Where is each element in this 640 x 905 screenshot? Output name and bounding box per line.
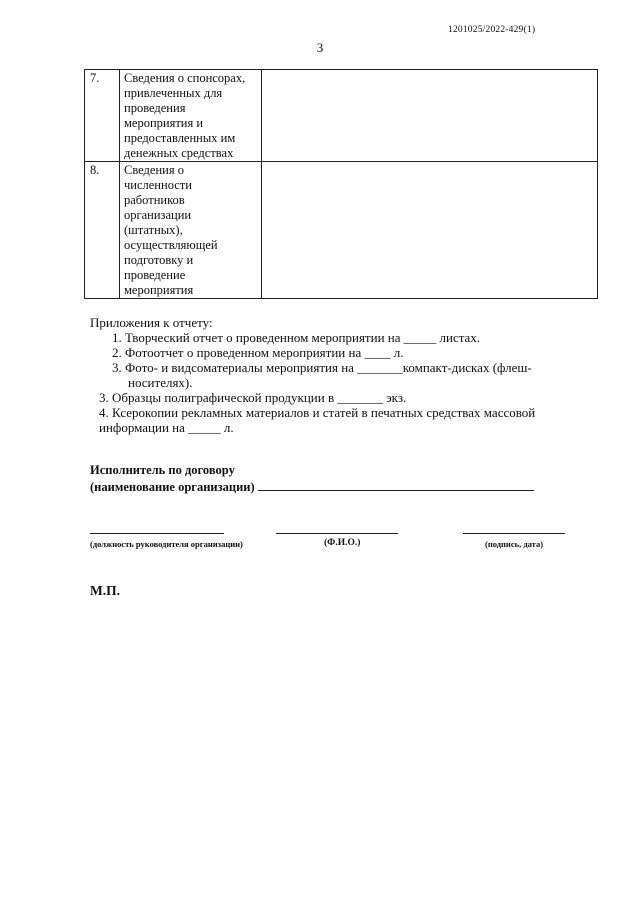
label-line: предоставленных им	[124, 131, 236, 145]
label-line: Сведения о	[124, 163, 184, 177]
label-line: (штатных),	[124, 223, 183, 237]
attachment-item-continuation: информации на _____ л.	[99, 420, 234, 435]
executor-block	[90, 462, 534, 495]
label-line: мероприятия и	[124, 116, 204, 130]
label-line: Сведения о спонсорах,	[124, 71, 246, 85]
executor-label: Исполнитель по договору	[90, 463, 235, 477]
label-line: мероприятия	[124, 283, 194, 297]
row-label	[120, 70, 262, 162]
organization-name-field	[90, 478, 534, 495]
label-line: осуществляющей	[124, 238, 218, 252]
row-number: 8.	[85, 162, 120, 299]
label-line: проведение	[124, 268, 186, 282]
table-row	[85, 70, 598, 162]
attachments-section	[90, 315, 550, 435]
label-line: привлеченных для	[124, 86, 223, 100]
report-table	[84, 69, 598, 299]
document-number: 1201025/2022-429(1)	[448, 25, 536, 35]
sign-date-caption: (подпись, дата)	[485, 539, 544, 549]
organization-name-line[interactable]	[258, 478, 534, 491]
attachment-item-continuation: носителях).	[128, 375, 193, 390]
attachment-item: 1. Творческий отчет о проведенном мероприятии на _____ листах.	[112, 330, 481, 345]
organization-name-label: (наименование организации)	[90, 480, 255, 494]
page-number: 3	[316, 40, 324, 55]
row-number: 7.	[85, 70, 120, 162]
attachment-item: 4. Ксерокопии рекламных материалов и статей в печатных средствах массовой	[99, 405, 536, 420]
sign-date-line[interactable]	[463, 533, 565, 534]
name-signature-line[interactable]	[276, 533, 398, 534]
name-caption: (Ф.И.О.)	[324, 538, 361, 548]
position-signature-line[interactable]	[90, 533, 224, 534]
attachment-item: 2. Фотоотчет о проведенном мероприятии на ____ л.	[112, 345, 404, 360]
row-value-cell[interactable]	[262, 70, 598, 162]
label-line: проведения	[124, 101, 186, 115]
row-value-cell[interactable]	[262, 162, 598, 299]
table-row	[85, 162, 598, 299]
label-line: подготовку и	[124, 253, 194, 267]
label-line: организации	[124, 208, 192, 222]
attachment-item: 3. Фото- и видсоматериалы мероприятия на _______компакт-дисках (флеш-	[112, 360, 532, 375]
attachment-item: 3. Образцы полиграфической продукции в _______ экз.	[99, 390, 407, 405]
position-caption: (должность руководителя организации)	[90, 539, 243, 549]
stamp-place-label: М.П.	[90, 583, 120, 598]
label-line: работников	[124, 193, 185, 207]
label-line: численности	[124, 178, 192, 192]
row-label	[120, 162, 262, 299]
attachments-title: Приложения к отчету:	[90, 315, 213, 330]
label-line: денежных средствах	[124, 146, 234, 160]
